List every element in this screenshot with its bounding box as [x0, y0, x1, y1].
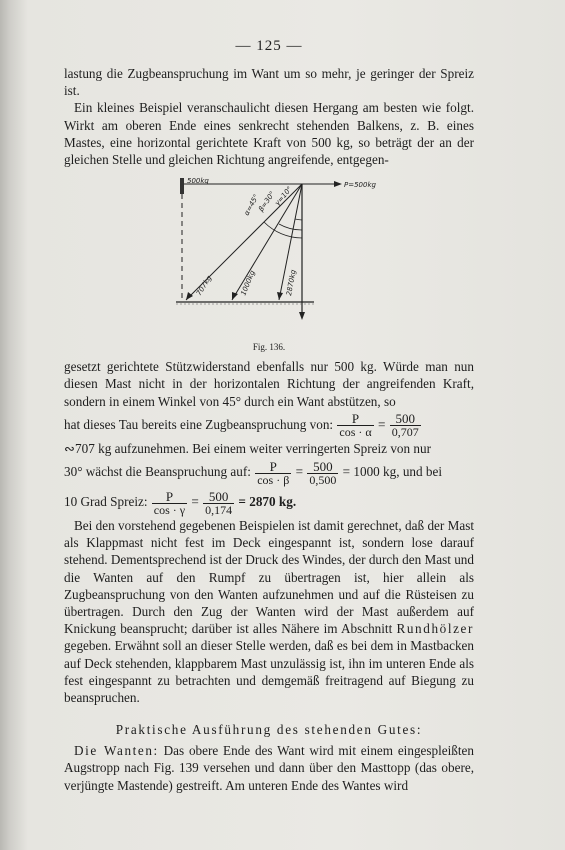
section-heading: Praktische Ausführung des stehenden Gutes:	[115, 722, 423, 738]
angle-arc-beta	[279, 224, 302, 230]
section-reference: Rundhölzer	[396, 621, 474, 637]
formula-2-result: = 1000 kg, und bei	[342, 464, 443, 480]
line-707kg: ∾707 kg aufzunehmen. Bei einem weiter verringerten Spreiz von nur	[64, 440, 431, 456]
paragraph-2: Ein kleines Beispiel veranschaulicht diesen Hergang am besten wie folgt. Wirkt am oberen Ende eines senkrecht stehenden Balkens, z. B. eines Mastes, eine horizontal gerichtete Kraft von 500 kg, so beträgt der an der gleichen Stelle und gleichen Richtung angreifende, entgegen-	[64, 100, 474, 168]
force-arrowhead	[334, 181, 342, 187]
label-2870kg: 2870kg	[285, 269, 298, 297]
formula-2-frac-b: $\frac{500}{0,500}$	[309, 458, 337, 487]
page-number: — 125 —	[235, 38, 303, 54]
label-1000kg: 1000kg	[239, 269, 257, 297]
formula-3-text: 10 Grad Spreiz:	[64, 494, 148, 510]
formula-2-line: 30° wächst die Beanspruchung auf: $\frac{P}{\cos \cdot \beta}$ = $\frac{500}{0,500}$ = 1000 kg, und bei	[64, 458, 443, 487]
force-diagram	[64, 172, 474, 344]
figure-136	[64, 172, 474, 344]
formula-1-frac-a: $\frac{P}{\cos \cdot \alpha}$	[339, 411, 372, 440]
formula-3-frac-a: $\frac{P}{\cos \cdot \gamma}$	[153, 488, 186, 517]
formula-3-result: = 2870 kg.	[238, 494, 297, 510]
wall-hatch	[180, 178, 184, 194]
angle-arc-gamma	[295, 219, 302, 220]
label-beta: β=30°	[257, 190, 277, 214]
paragraph-4: Bei den vorstehend gegebenen Beispielen ist damit gerechnet, daß der Mast als Klappmast nicht fest im Deck eingespannt ist, sondern lose darauf stehend. Dementsprechend ist der Druck des Windes, der durch den Mast und die Wanten auf den Rumpf zu übertragen ist, hier allein als Zugbeanspruchung von den Wanten aufzunehmen und auf die Rüsteisen zu übertragen. Durch den Zug der Wanten wird der Mast außerdem auf Knickung beansprucht; darüber ist alles Nähere im Abschnitt Rundhölzer gegeben. Erwähnt soll an dieser Stelle werden, daß es bei dem in Mastbacken auf Deck stehenden, klappbarem Mast unzulässig ist, ihn im unteren Ende als fest eingespannt zu betrachten und demgemäß freitragend auf Biegung zu beanspruchen.	[64, 518, 474, 706]
page-content	[64, 38, 474, 794]
label-500kg: 500kg	[187, 177, 209, 186]
formula-3-line: 10 Grad Spreiz: $\frac{P}{\cos \cdot \gamma}$ = $\frac{500}{0,174}$ = 2870 kg.	[64, 488, 297, 517]
formula-2-text: 30° wächst die Beanspruchung auf:	[64, 464, 251, 480]
label-alpha: α=45°	[242, 193, 261, 218]
formula-3-frac-b: $\frac{500}{0,174}$	[205, 488, 233, 517]
paragraph-5-lead: Die Wanten:	[74, 743, 159, 759]
paragraph-1: lastung die Zugbeanspruchung im Want um so mehr, je geringer der Spreiz ist.	[64, 66, 474, 99]
formula-1-line: hat dieses Tau bereits eine Zugbeanspruchung von: $\frac{P}{\cos \cdot \alpha}$ = $\frac{500}{0,707}$	[64, 411, 419, 440]
paragraph-5: Die Wanten: Das obere Ende des Want wird mit einem eingespleißten Augstropp nach Fig. 139 versehen und dann über den Masttopp (das obere, verjüngte Mastende) gestreift. Am unteren Ende des Wantes wird	[64, 743, 474, 793]
formula-1-text: hat dieses Tau bereits eine Zugbeanspruchung von:	[64, 416, 334, 432]
figure-caption: Fig. 136.	[252, 342, 286, 353]
label-707kg: 707kg	[194, 274, 214, 298]
label-force: P=500kg	[344, 181, 376, 190]
paragraph-3: gesetzt gerichtete Stützwiderstand ebenfalls nur 500 kg. Würde man nun diesen Mast nicht in der horizontalen Richtung der angreifenden Kraft, sondern in einem Winkel von 45° durch ein Want abstützen, so	[64, 359, 474, 409]
label-gamma: γ=10°	[273, 185, 294, 208]
formula-1-frac-b: $\frac{500}{0,707}$	[391, 411, 419, 440]
formula-2-frac-a: $\frac{P}{\cos \cdot \beta}$	[257, 458, 290, 487]
